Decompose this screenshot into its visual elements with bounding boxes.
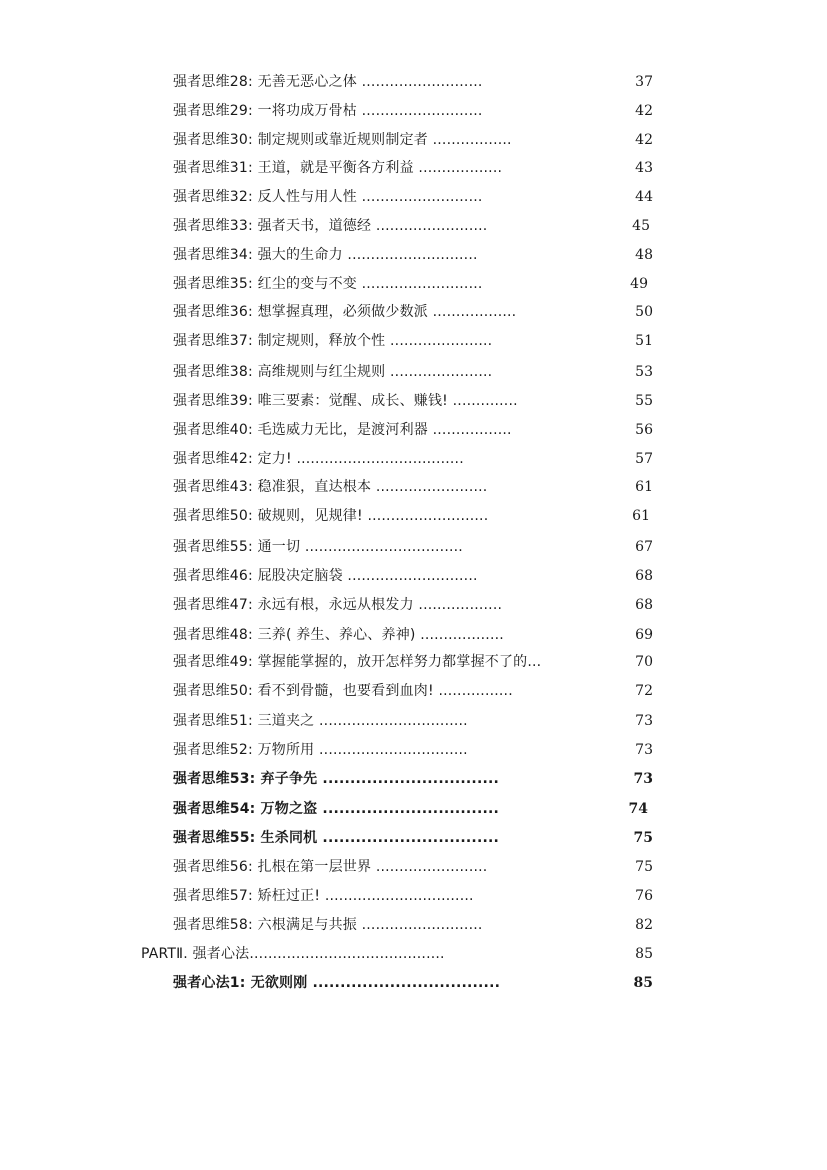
toc-entry-page: 51 bbox=[635, 333, 653, 349]
toc-entry-title: 强者思维55: 通一切 .................................. bbox=[173, 539, 463, 555]
toc-entry-page: 53 bbox=[635, 364, 653, 380]
toc-entry-page: 55 bbox=[635, 393, 653, 409]
toc-entry bbox=[0, 329, 827, 353]
toc-entry-page: 72 bbox=[635, 683, 653, 699]
toc-entry bbox=[0, 884, 827, 908]
toc-entry-title: 强者思维33: 强者天书，道德经 ........................ bbox=[173, 218, 488, 234]
toc-entry-title: 强者思维50: 破规则，见规律! .......................... bbox=[173, 508, 489, 524]
toc-entry-title: 强者思维57: 矫枉过正! ................................ bbox=[173, 888, 474, 904]
toc-entry bbox=[0, 418, 827, 442]
toc-entry-title: 强者思维28: 无善无恶心之体 .......................... bbox=[173, 74, 483, 90]
toc-entry bbox=[0, 504, 827, 528]
toc-entry-page: 68 bbox=[635, 568, 653, 584]
toc-entry bbox=[0, 623, 827, 647]
toc-entry-title: 强者思维31: 王道，就是平衡各方利益 .................. bbox=[173, 160, 503, 176]
toc-entry-page: 61 bbox=[635, 479, 653, 495]
toc-entry bbox=[0, 360, 827, 384]
toc-entry bbox=[0, 475, 827, 499]
toc-entry-title: 强者思维51: 三道夹之 ................................ bbox=[173, 713, 468, 729]
toc-entry-title: 强者思维29: 一将功成万骨枯 .......................... bbox=[173, 103, 483, 119]
toc-entry bbox=[0, 738, 827, 762]
toc-entry bbox=[0, 593, 827, 617]
toc-entry bbox=[0, 389, 827, 413]
toc-entry-title: 强者思维38: 高维规则与红尘规则 ...................... bbox=[173, 364, 493, 380]
toc-entry-title: 强者思维47: 永远有根，永远从根发力 .................. bbox=[173, 597, 503, 613]
toc-entry bbox=[0, 767, 827, 791]
toc-entry-page: 85 bbox=[635, 946, 653, 962]
toc-entry-page: 45 bbox=[632, 218, 650, 234]
toc-entry-page: 61 bbox=[632, 508, 650, 524]
toc-entry-title: 强者思维48: 三养( 养生、养心、养神) .................. bbox=[173, 627, 504, 643]
toc-entry-title: 强者思维30: 制定规则或靠近规则制定者 ................. bbox=[173, 132, 512, 148]
toc-entry-page: 50 bbox=[635, 304, 653, 320]
toc-entry bbox=[0, 826, 827, 850]
toc-entry bbox=[0, 797, 827, 821]
toc-entry-title: 强者思维42: 定力! .................................... bbox=[173, 451, 464, 467]
toc-part-heading bbox=[0, 942, 827, 966]
toc-entry bbox=[0, 214, 827, 238]
toc-entry bbox=[0, 99, 827, 123]
toc-entry-page: 75 bbox=[633, 830, 653, 846]
toc-entry-page: 73 bbox=[635, 742, 653, 758]
toc-entry-page: 56 bbox=[635, 422, 653, 438]
toc-entry-page: 37 bbox=[635, 74, 653, 90]
toc-entry-title: 强者思维52: 万物所用 ................................ bbox=[173, 742, 468, 758]
toc-entry-title: 强者思维43: 稳准狠，直达根本 ........................ bbox=[173, 479, 488, 495]
toc-entry-page: 68 bbox=[635, 597, 653, 613]
toc-entry bbox=[0, 272, 827, 296]
toc-entry-title: 强者心法1: 无欲则刚 .................................. bbox=[173, 975, 501, 991]
toc-entry bbox=[0, 855, 827, 879]
toc-entry-title: 强者思维53: 弃子争先 ................................ bbox=[173, 771, 500, 787]
toc-entry-page: 85 bbox=[633, 975, 653, 991]
toc-entry-title: 强者思维39: 唯三要素：觉醒、成长、赚钱! .............. bbox=[173, 393, 518, 409]
toc-entry bbox=[0, 243, 827, 267]
toc-entry bbox=[0, 535, 827, 559]
toc-entry bbox=[0, 70, 827, 94]
toc-entry-title: 强者思维50: 看不到骨髓，也要看到血肉! ................ bbox=[173, 683, 513, 699]
toc-entry bbox=[0, 564, 827, 588]
toc-entry-page: 70 bbox=[635, 654, 653, 670]
toc-entry-page: 42 bbox=[635, 103, 653, 119]
toc-entry bbox=[0, 650, 827, 674]
toc-entry-title: 强者思维49: 掌握能掌握的，放开怎样努力都掌握不了的... bbox=[173, 654, 542, 670]
toc-entry-page: 75 bbox=[635, 859, 653, 875]
toc-entry-page: 76 bbox=[635, 888, 653, 904]
toc-entry-page: 44 bbox=[635, 189, 653, 205]
toc-entry-page: 57 bbox=[635, 451, 653, 467]
toc-entry-title: PARTⅡ. 强者心法.......................................... bbox=[141, 946, 445, 962]
toc-entry-page: 49 bbox=[630, 276, 648, 292]
toc-entry-title: 强者思维56: 扎根在第一层世界 ........................ bbox=[173, 859, 488, 875]
toc-entry-page: 42 bbox=[635, 132, 653, 148]
toc-entry bbox=[0, 971, 827, 995]
toc-entry-title: 强者思维37: 制定规则，释放个性 ...................... bbox=[173, 333, 493, 349]
toc-entry-page: 67 bbox=[635, 539, 653, 555]
toc-entry-page: 73 bbox=[633, 771, 653, 787]
toc-entry bbox=[0, 447, 827, 471]
toc-entry-page: 43 bbox=[635, 160, 653, 176]
toc-entry-title: 强者思维55: 生杀同机 ................................ bbox=[173, 830, 500, 846]
toc-entry-page: 48 bbox=[635, 247, 653, 263]
toc-entry-title: 强者思维35: 红尘的变与不变 .......................... bbox=[173, 276, 483, 292]
toc-entry bbox=[0, 300, 827, 324]
toc-entry bbox=[0, 709, 827, 733]
toc-entry bbox=[0, 679, 827, 703]
toc-entry-title: 强者思维54: 万物之盗 ................................ bbox=[173, 801, 500, 817]
toc-entry-title: 强者思维46: 屁股决定脑袋 ............................ bbox=[173, 568, 478, 584]
toc-entry bbox=[0, 156, 827, 180]
toc-entry-title: 强者思维58: 六根满足与共振 .......................... bbox=[173, 917, 483, 933]
toc-entry-title: 强者思维36: 想掌握真理，必须做少数派 .................. bbox=[173, 304, 517, 320]
toc-entry-page: 74 bbox=[628, 801, 648, 817]
toc-entry-page: 82 bbox=[635, 917, 653, 933]
toc-entry-title: 强者思维40: 毛选威力无比，是渡河利器 ................. bbox=[173, 422, 512, 438]
toc-entry bbox=[0, 128, 827, 152]
toc-entry bbox=[0, 913, 827, 937]
toc-entry-page: 73 bbox=[635, 713, 653, 729]
toc-entry-title: 强者思维32: 反人性与用人性 .......................... bbox=[173, 189, 483, 205]
toc-entry-page: 69 bbox=[635, 627, 653, 643]
toc-entry-title: 强者思维34: 强大的生命力 ............................ bbox=[173, 247, 478, 263]
toc-entry bbox=[0, 185, 827, 209]
